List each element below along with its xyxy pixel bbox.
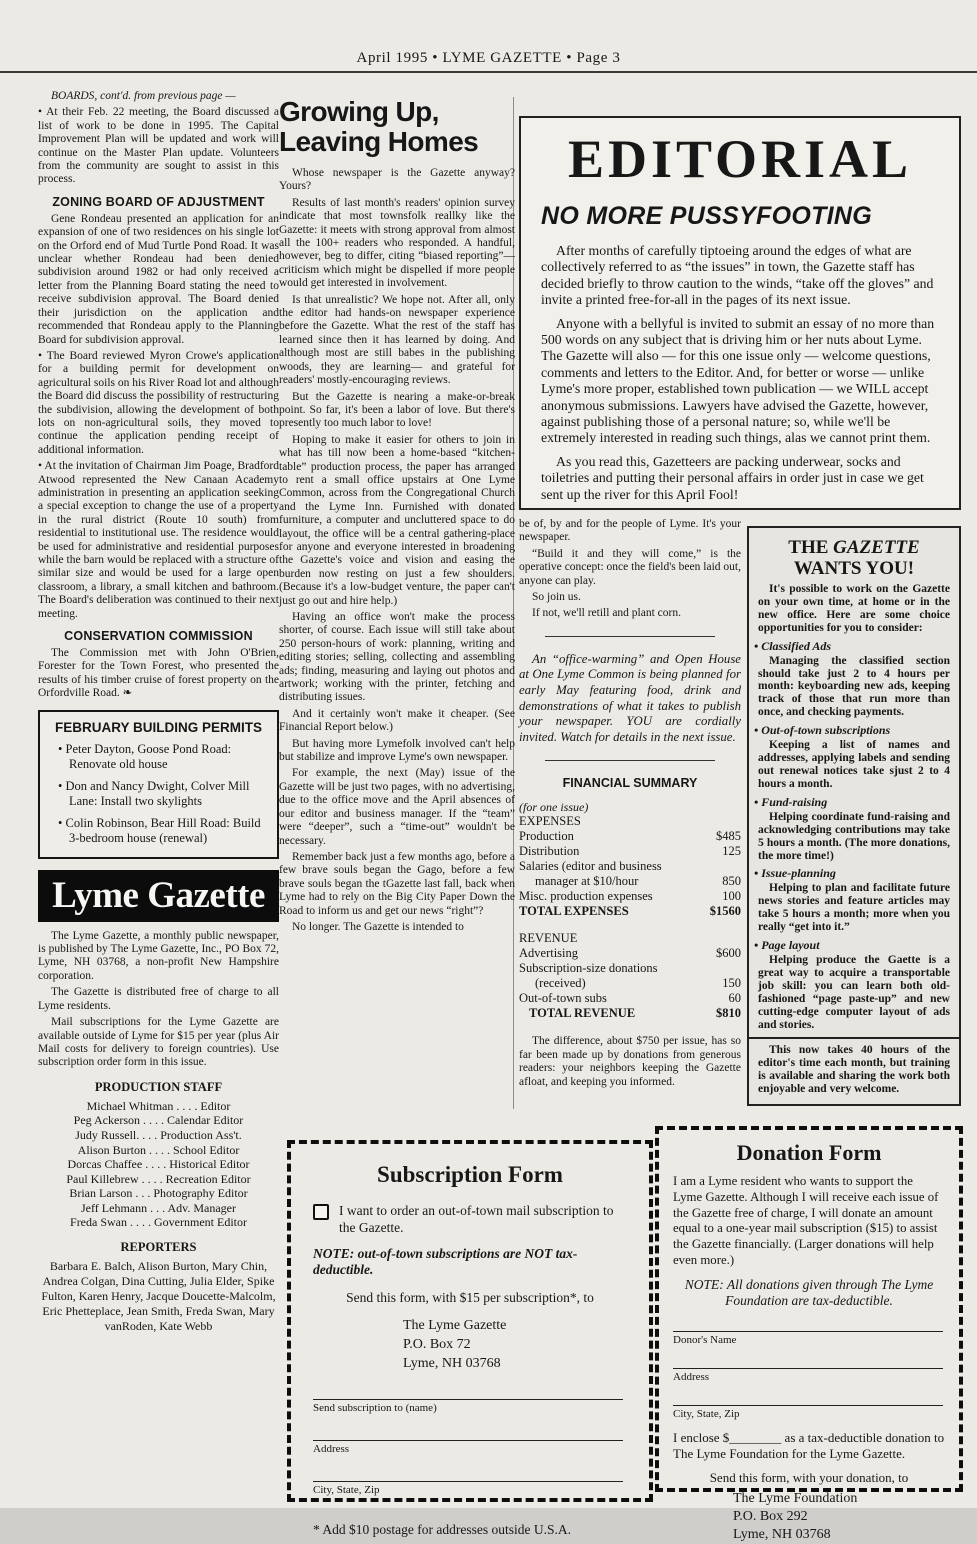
page-header: April 1995 • LYME GAZETTE • Page 3 (356, 50, 621, 66)
headline-line: Growing Up, (279, 96, 439, 127)
zoning-bullet-2: • At the invitation of Chairman Jim Poage, Bradford Atwood represented the New Canaan Academy administration in presenting an application seeking a special exception to change the use of a property in the rural district (Route 10 south) from residential to institutional use. The residence would be used for administrative and residential purposes while the barn would be replaced with a structure of similar size and would be used for a large open classroom, a library, a small kitchen and bathroom. The Board's deliberation was continued to their next meeting. (38, 460, 279, 620)
staff-line: Michael Whitman . . . . Editor (86, 1098, 231, 1113)
subscription-send-line: Send this form, with $15 per subscription*, to (346, 1290, 594, 1305)
donation-note: NOTE: All donations given through The Lyme Foundation are tax-deductible. (684, 1276, 934, 1308)
opportunity-heading: • Fund-raising (754, 794, 828, 809)
opportunity-heading: • Page layout (754, 938, 820, 953)
article-paragraph: No longer. The Gazette is intended to (292, 920, 464, 933)
postage-footnote: * Add $10 postage for addresses outside U.S.A. (313, 1522, 571, 1537)
article-paragraph: Remember back just a few months ago, before a few brave souls began the Gago, before a few brave souls began the tGazette last fall, back when Lyme had to rely on the Big City Paper Down the Road to inform us and get our news “right”? (279, 850, 515, 917)
financial-row: Subscription-size donations (519, 961, 658, 976)
continuation-paragraph: be of, by and for the people of Lyme. It's your newspaper. (519, 518, 741, 544)
boards-bullet-1: • At their Feb. 22 meeting, the Board discussed a list of work to be done in 1995. The Capital Improvement Plan will be updated and work will continue on the Master Plan update. Volunteers from the community are sought to assist in this process. (38, 106, 279, 186)
office-warming-note: An “office-warming” and Open House at One Lyme Common is being planned for early May featuring food, drink and demonstrations of what it takes to publish your newspaper. YOU are cordially invited. Watch for details in the next issue. (519, 651, 741, 744)
financial-row: Advertising $600 (519, 946, 741, 961)
reporters-heading: REPORTERS (120, 1240, 197, 1255)
editorial-title: EDITORIAL (567, 129, 913, 189)
zoning-board-heading: ZONING BOARD OF ADJUSTMENT (52, 194, 265, 209)
financial-row: (received) 150 (535, 976, 741, 991)
staff-line: Judy Russell. . . . Production Ass't. (75, 1127, 242, 1142)
total-revenue-row: TOTAL REVENUE $810 (529, 1006, 741, 1021)
about-paragraph: Mail subscriptions for the Lyme Gazette are available outside of Lyme for $15 per year (plus Air Mail costs for delivery to foreign countries). Use subscription order form in this issue. (38, 1016, 279, 1069)
donation-form (655, 1126, 963, 1542)
opportunity-body: Helping coordinate fund-raising and acknowledging contributions may take 5 hours a month. (The more donations, the more time!) (758, 810, 950, 862)
permits-heading: FEBRUARY BUILDING PERMITS (54, 719, 262, 735)
donation-send-line: Send this form, with your donation, to (709, 1469, 909, 1485)
article-paragraph: Whose newspaper is the Gazette anyway? Yours? (279, 167, 515, 193)
enclose-amount-line[interactable]: I enclose $________ as a tax-deductible donation to The Lyme Foundation for the Lyme Gazette. (673, 1429, 945, 1461)
article-paragraph: And it certainly won't make it cheaper. (See Financial Report below.) (279, 707, 515, 734)
gazette-wants-you-box (747, 526, 961, 1106)
difference-paragraph: The difference, about $750 per issue, has so far been made up by donations from generous readers: your neighbors keeping the Gazette afloat, and keeping you informed. (519, 1035, 741, 1088)
opportunity-heading: • Classified Ads (754, 638, 832, 653)
opportunity-body: Keeping a list of names and addresses, applying labels and sending out renewal notices take sjust 2 to 4 hours a month. (758, 739, 950, 790)
staff-line: Peg Ackerson . . . . Calendar Editor (73, 1113, 244, 1128)
article-paragraph: But the Gazette is nearing a make-or-break point. So far, it's been a labor of love. But there's presently too much labor to love! (279, 390, 515, 430)
revenue-label: REVENUE (519, 931, 578, 946)
donation-intro: I am a Lyme resident who wants to support the Lyme Gazette. Although I will receive each issue of the Gazette free of charge, I will donate an amount equal to a one-year mail subscription ($15) to assist the Gazette financially. (Larger donations will help even more.) (673, 1174, 939, 1267)
about-paragraph: The Gazette is distributed free of charge to all Lyme residents. (38, 986, 279, 1012)
article-paragraph: But having more Lymefolk involved can't help but stabilize and improve Lyme's own newspaper. (279, 737, 515, 764)
permit-item: • Peter Dayton, Goose Pond Road: Renovate old house (58, 741, 232, 771)
wants-you-title: THE GAZETTE WANTS YOU! (788, 537, 920, 579)
subscription-checkbox-row (313, 1202, 627, 1236)
staff-line: Brian Larson . . . Photography Editor (69, 1186, 248, 1201)
address-field[interactable]: Address (673, 1368, 943, 1383)
city-state-zip-field[interactable]: City, State, Zip (313, 1481, 623, 1496)
article-headline (279, 97, 515, 157)
left-column (38, 90, 279, 1334)
opportunity-body: Managing the classified section should take just 2 to 4 hours per month: keyboarding new ads, keeping track of those that run more than once, and checking payments. (758, 654, 950, 719)
section-divider (545, 636, 715, 637)
donor-name-field[interactable]: Donor's Name (673, 1331, 943, 1346)
city-state-zip-field[interactable]: City, State, Zip (673, 1405, 943, 1420)
financial-row: Salaries (editor and business (519, 859, 662, 874)
continuation-paragraph: If not, we'll retill and plant corn. (532, 607, 681, 620)
subscription-fields (313, 1399, 627, 1496)
opportunity-body: Helping produce the Gaette is a great way to acquire a transportable job skill: you can learn both old-fashioned “page paste-up” and new cutting-edge computer layout of ads and stories. (758, 954, 950, 1031)
conservation-paragraph: The Commission met with John O'Brien, Forester for the Town Forest, who presented the results of his timber cruise of forest property on the Orfordville Road. ❧ (38, 647, 279, 700)
reporters-list: Barbara E. Balch, Alison Burton, Mary Chin, Andrea Colgan, Dina Cutting, Julia Elder, Spike Fulton, Karen Henry, Jacque Doucette-Malcolm, Eric Phetteplace, Jean Smith, Freda Swan, Mary vanRoden, Kate Webb (41, 1259, 276, 1334)
zoning-bullet-1: • The Board reviewed Myron Crowe's application for a building permit for development on agricultural soils on his River Road lot and although the Board did discuss the possibility of restructuring the subdivision, allowing the development of both lots on non-agricultural soils, they moved to continue the application pending receipt of additional information. (38, 349, 279, 456)
permit-item: • Don and Nancy Dwight, Colver Mill Lane: Install two skylights (58, 778, 250, 808)
staff-line: Dorcas Chaffee . . . . Historical Editor (67, 1157, 250, 1172)
article-paragraph: Having an office won't make the process shorter, of course. Each issue will still take about 250 person-hours of work: planning, writing and editing stories; selling, collecting and assembling ads; finding, measuring and laying out photos and artwork; working with the printer, fetching and distributing issues. (279, 611, 515, 704)
article-paragraph: Results of last month's readers' opinion survey indicate that most townsfolk reallky like the Gazette: it meets with strong approval from almost all the 100+ readers who responded. A handful, however, beg to differ, citing “biased reporting”—criticism which might be dispelled if more people would get interested in involvement. (279, 196, 515, 290)
continuation-paragraph: So join us. (532, 591, 581, 604)
subscription-note: NOTE: out-of-town subscriptions are NOT tax-deductible. (313, 1246, 578, 1277)
name-field[interactable]: Send subscription to (name) (313, 1399, 623, 1414)
financial-row: Distribution 125 (519, 844, 741, 859)
total-expenses-row: TOTAL EXPENSES $1560 (519, 904, 741, 919)
continuation-paragraph: “Build it and they will come,” is the operative concept: once the field's been laid out, anyone can play. (519, 547, 741, 587)
donation-form-title: Donation Form (736, 1140, 882, 1165)
financial-row: Production $485 (519, 829, 741, 844)
permit-item: • Colin Robinson, Bear Hill Road: Build 3-bedroom house (renewal) (58, 815, 261, 845)
editorial-paragraph: Anyone with a bellyful is invited to submit an essay of no more than 500 words on any subject that is driving him or her nuts about Lyme. The Gazette will also — for this one issue only — welcome questions, comments and letters to the Editor. And, for better or worse — unlike Lyme's more proper, established town publication — we WILL accept anonymous submissions. Lawyers have advised the Gazette, however, against publishing those of a personal nature; so, while we'll be extremely interested in reading such things, alas we cannot print them. (541, 315, 935, 446)
subscription-form-title: Subscription Form (377, 1162, 563, 1187)
article-paragraph: For example, the next (May) issue of the Gazette will be just two pages, with no advertising, due to the office move and the April absences of our editor and business manager. If the “team” were “deeper”, such a “time-out” wouldn't be necessary. (279, 767, 515, 847)
expenses-label: EXPENSES (519, 814, 581, 829)
subscription-checkbox[interactable] (313, 1204, 329, 1220)
subscription-checkbox-label: I want to order an out-of-town mail subscription to the Gazette. (339, 1203, 614, 1235)
wants-you-intro: It's possible to work on the Gazette on your own time, at home or in the new office. Here are some choice opportunities for you to consider: (758, 583, 950, 634)
editorial-paragraph: After months of carefully tiptoeing around the edges of what are collectively referred to as “the issues” in town, the Gazette staff has decided briefly to throw caution to the winds, “take off the gloves” and invite a printed free-for-all in the pages of its next issue. (541, 243, 934, 308)
staff-line: Freda Swan . . . . Government Editor (70, 1215, 247, 1230)
headline-line: Leaving Homes (279, 126, 479, 157)
lyme-gazette-masthead: Lyme Gazette (38, 870, 279, 922)
building-permits-box (38, 710, 279, 859)
continuation-column (519, 518, 741, 1092)
gazette-address: The Lyme Gazette P.O. Box 72 Lyme, NH 03768 (403, 1318, 507, 1371)
financial-summary (519, 776, 741, 1021)
donation-fields (673, 1331, 945, 1420)
section-divider (545, 760, 715, 761)
financial-subnote: (for one issue) (519, 800, 589, 815)
editorial-paragraph: As you read this, Gazetteers are packing underwear, socks and toiletries and putting their personal affairs in order just in case we get sent up the river for this April Fool! (541, 453, 924, 502)
editorial-box (519, 116, 961, 510)
opportunity-heading: • Issue-planning (754, 866, 836, 881)
boards-continued-note: BOARDS, cont'd. from previous page — (51, 90, 236, 102)
zoning-paragraph: Gene Rondeau presented an application for an expansion of one of two residences on his single lot on the Orford end of Mud Turtle Pond Road. It was unclear whether Rondeau had been denied subdivision around 1982 or had only received a letter from the Planning Board stating the need to receive subdivision approval. The Board denied their jurisdiction on the application and recommended that Rondeau apply to the Planning Board for subdivision approval. (38, 212, 279, 346)
conservation-heading: CONSERVATION COMMISSION (64, 629, 253, 644)
article-paragraph: Is that unrealistic? We hope not. After all, only the editor had hands-on newspaper experience before the Gazette. What the rest of the staff has learned since then it has learned by doing. And although most are still babes in the publishing woods, they are learning— and grateful for readers' mostly-encouraging reviews. (279, 293, 515, 387)
opportunity-heading: • Out-of-town subscriptions (754, 723, 891, 738)
address-field[interactable]: Address (313, 1440, 623, 1455)
about-paragraph: The Lyme Gazette, a monthly public newspaper, is published by The Lyme Gazette, Inc., PO Box 72, Lyme, NH 03768, a non-profit New Hampshire corporation. (38, 929, 279, 982)
staff-line: Alison Burton . . . . School Editor (77, 1142, 240, 1157)
editorial-subtitle: NO MORE PUSSYFOOTING (541, 202, 873, 230)
wants-you-closing: This now takes 40 hours of the editor's time each month, but training is available and sharing the work both enjoyable and very welcome. (749, 1037, 959, 1096)
production-staff-heading: PRODUCTION STAFF (94, 1079, 223, 1094)
middle-column (279, 97, 515, 937)
financial-heading: FINANCIAL SUMMARY (562, 776, 698, 791)
financial-row: Misc. production expenses 100 (519, 889, 741, 904)
financial-row: Out-of-town subs 60 (519, 991, 741, 1006)
article-paragraph: Hoping to make it easier for others to join in what has till now been a home-based “kitchen-table” production process, the paper has arranged to rent a small office upstairs at One Lyme Common, across from the Congregational Church and the Lyme Inn. Furnished with donated furniture, a computer and uncluttered space to do layout, the office will be a central gathering-place for anyone and everyone interested in broadening the Gazette's voice and vision and easing the burden now resting on just a few shoulders. (Because it's a low-budget venture, the paper can't just go out and hire help.) (279, 433, 515, 607)
opportunity-body: Helping to plan and facilitate future news stories and feature articles may take 5 hours a month; more when you really “get into it.” (758, 882, 950, 934)
foundation-address: The Lyme Foundation P.O. Box 292 Lyme, NH 03768 (733, 1490, 858, 1542)
financial-row: manager at $10/hour 850 (535, 874, 741, 889)
staff-line: Paul Killebrew . . . . Recreation Editor (66, 1171, 251, 1186)
subscription-form (287, 1140, 653, 1537)
header-rule (0, 71, 977, 73)
staff-line: Jeff Lehmann . . . Adv. Manager (81, 1200, 236, 1215)
